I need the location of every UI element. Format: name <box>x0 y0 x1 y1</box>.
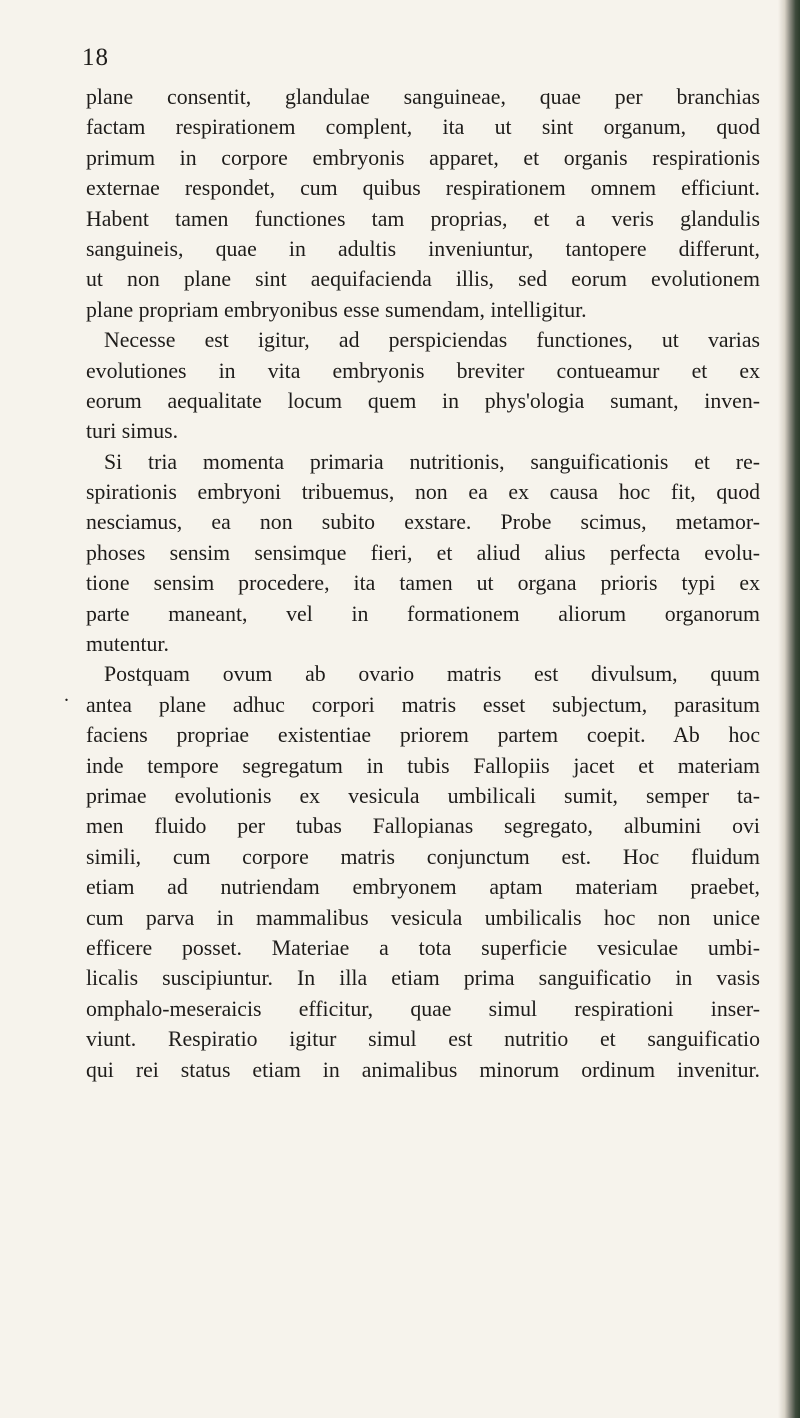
text-line: plane consentit, glandulae sanguineae, quae per branchias <box>86 85 760 109</box>
text-line: viunt. Respiratio igitur simul est nutritio et sanguificatio <box>86 1027 760 1052</box>
text-line: phoses sensim sensimque fieri, et aliud alius perfecta evolu- <box>86 540 760 565</box>
text-line: efficere posset. Materiae a tota superficie vesiculae umbi- <box>86 935 760 960</box>
text-line: primum in corpore embryonis apparet, et organis respirationis <box>86 145 760 170</box>
text-line: factam respirationem complent, ita ut sint organum, quod <box>86 115 760 140</box>
text-line: mutentur. <box>86 632 169 657</box>
text-line: licalis suscipiuntur. In illa etiam prima sanguificatio in vasis <box>86 966 760 991</box>
text-line: sanguineis, quae in adultis inveniuntur, tantopere differunt, <box>86 236 760 261</box>
text-line: etiam ad nutriendam embryonem aptam materiam praebet, <box>86 875 760 900</box>
text-line: qui rei status etiam in animalibus minorum ordinum invenitur. <box>86 1057 760 1082</box>
text-line: spirationis embryoni tribuemus, non ea ex causa hoc fit, quod <box>86 480 760 505</box>
text-line: Habent tamen functiones tam proprias, et a veris glandulis <box>86 206 760 231</box>
text-line: faciens propriae existentiae priorem partem coepit. Ab hoc <box>86 723 760 748</box>
text-line: simili, cum corpore matris conjunctum est. Hoc fluidum <box>86 844 760 869</box>
body-text <box>86 82 760 1085</box>
text-line: evolutiones in vita embryonis breviter contueamur et ex <box>86 358 760 383</box>
text-line: turi simus. <box>86 419 179 444</box>
text-line: men fluido per tubas Fallopianas segregato, albumini ovi <box>86 814 760 839</box>
text-line: nesciamus, ea non subito exstare. Probe scimus, metamor- <box>86 510 760 535</box>
text-line: plane propriam embryonibus esse sumendam, intelligitur. <box>86 297 587 322</box>
text-line: parte maneant, vel in formationem aliorum organorum <box>86 601 760 626</box>
text-line: externae respondet, cum quibus respirationem omnem efficiunt. <box>86 176 760 201</box>
text-line: Postquam ovum ab ovario matris est divulsum, quum <box>104 662 760 687</box>
page-edge-shadow <box>778 0 800 1418</box>
text-line: Si tria momenta primaria nutritionis, sanguificationis et re- <box>104 449 760 474</box>
text-line: antea plane adhuc corpori matris esset subjectum, parasitum <box>86 692 760 717</box>
text-line: tione sensim procedere, ita tamen ut organa prioris typi ex <box>86 571 760 596</box>
text-line: eorum aequalitate locum quem in phys'ologia sumant, inven- <box>86 388 760 413</box>
text-line: cum parva in mammalibus vesicula umbilicalis hoc non unice <box>86 905 760 930</box>
text-line: omphalo-meseraicis efficitur, quae simul respirationi inser- <box>86 996 760 1021</box>
text-line: inde tempore segregatum in tubis Fallopiis jacet et materiam <box>86 753 760 778</box>
page-number: 18 <box>82 44 109 71</box>
text-line: ut non plane sint aequifacienda illis, sed eorum evolutionem <box>86 267 760 292</box>
margin-mark: . <box>64 684 69 706</box>
text-line: Necesse est igitur, ad perspiciendas functiones, ut varias <box>104 328 760 353</box>
text-line: primae evolutionis ex vesicula umbilicali sumit, semper ta- <box>86 783 760 808</box>
